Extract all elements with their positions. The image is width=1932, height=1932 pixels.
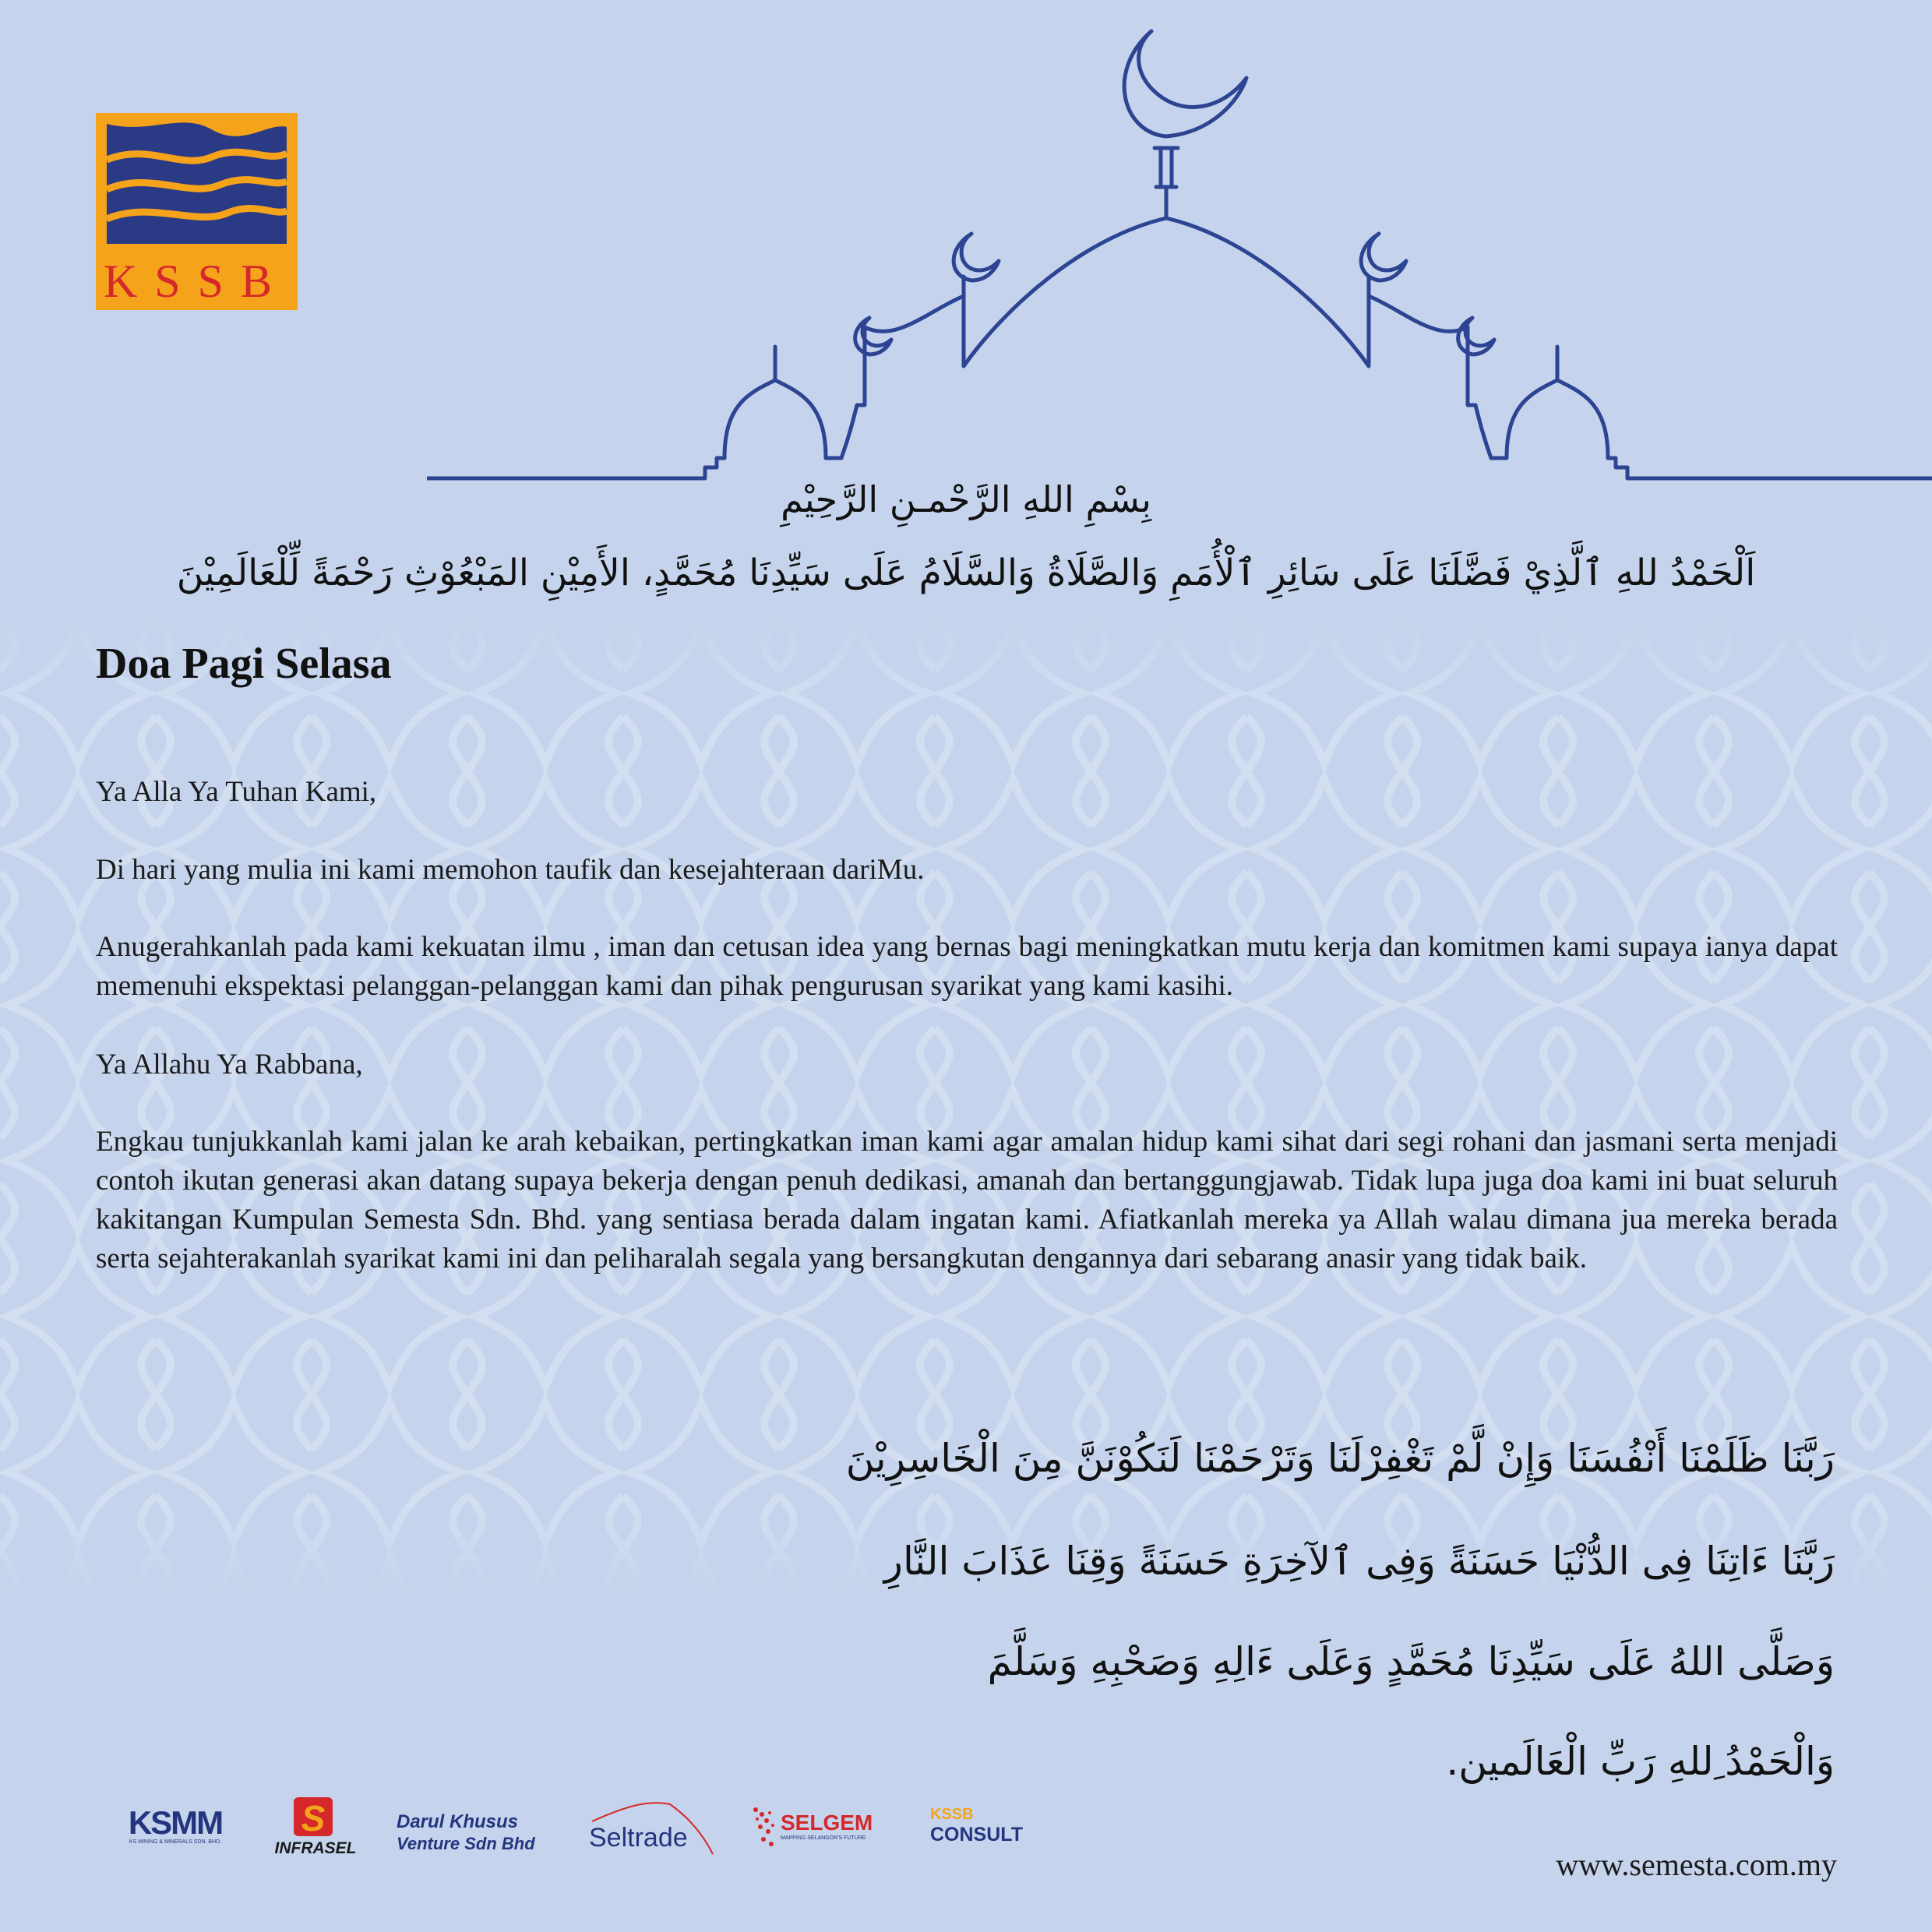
paragraph-salutation-2: Ya Allahu Ya Rabbana, bbox=[96, 1049, 363, 1081]
paragraph-main-prayer: Engkau tunjukkanlah kami jalan ke arah kebaikan, pertingkatkan iman kami agar amalan hidup kami sihat dari segi rohani dan jasmani serta menjadi contoh ikutan generasi akan datang supaya bekerja dengan penuh dedikasi, amanah dan bertanggungjawab. Tidak lupa juga doa kami ini buat seluruh kakitangan Kumpulan Semesta Sdn. Bhd. yang sentiasa berada dalam ingatan kami. Afiatkanlah mereka ya Allah walau dimana jua mereka berada serta sejahterakanlah syarikat kami ini dan peliharalah segala yang bersangkutan dengannya dari sebarang anasir yang tidak baik. bbox=[96, 1126, 1838, 1274]
bismillah-text: بِسْمِ اللهِ الرَّحْمـنِ الرَّحِيْمِ bbox=[781, 478, 1151, 520]
paragraph-intro: Di hari yang mulia ini kami memohon taufik dan kesejahteraan dariMu. bbox=[96, 854, 925, 886]
opening-praise-text: اَلْحَمْدُ للهِ ٱلَّذِيْ فَضَّلَنَا عَلَى سَائِرِ ٱلْأُمَمِ وَالصَّلَاةُ وَالسَّلَامُ عَلَى سَيِّدِنَا مُحَمَّدٍ، الأَمِيْنِ المَبْعُوْثِ رَحْمَةً لِّلْعَالَمِيْنَ bbox=[176, 552, 1756, 594]
closing-doa-line-2: رَبَّنَا ءَاتِنَا فِى الدُّنْيَا حَسَنَةً وَفِى ٱلآخِرَةِ حَسَنَةً وَقِنَا عَذَابَ النَّارِ bbox=[883, 1539, 1835, 1584]
website-url[interactable]: www.semesta.com.my bbox=[1556, 1847, 1837, 1882]
darul-khusus-logo bbox=[393, 1807, 549, 1856]
selgem-logo bbox=[749, 1803, 894, 1850]
seltrade-logo bbox=[584, 1800, 721, 1858]
ksmm-logo bbox=[109, 1806, 242, 1845]
selgem-tagline: MAPPING SELANGOR'S FUTURE bbox=[781, 1835, 866, 1841]
page-title: Doa Pagi Selasa bbox=[96, 640, 392, 688]
seltrade-logo-text: Seltrade bbox=[589, 1823, 688, 1853]
darul-khusus-line1: Darul Khusus bbox=[397, 1811, 519, 1832]
closing-doa-line-3: وَصَلَّى اللهُ عَلَى سَيِّدِنَا مُحَمَّدٍ وَعَلَى ءَالِهِ وَصَحْبِهِ وَسَلَّمَ bbox=[987, 1639, 1835, 1684]
infrasel-logo bbox=[273, 1796, 358, 1858]
kssb-consult-line1: KSSB bbox=[930, 1806, 974, 1823]
paragraph-salutation-1: Ya Alla Ya Tuhan Kami, bbox=[96, 776, 377, 808]
selgem-logo-text: SELGEM bbox=[781, 1810, 873, 1835]
kssb-consult-line2: CONSULT bbox=[930, 1824, 1023, 1846]
ksmm-tagline: KS MINING & MINERALS SDN. BHD. bbox=[129, 1839, 222, 1845]
mosque-illustration bbox=[427, 11, 1932, 486]
infrasel-mark: S bbox=[301, 1798, 326, 1839]
paragraph-request: Anugerahkanlah pada kami kekuatan ilmu , iman dan cetusan idea yang bernas bagi meningkatkan mutu kerja dan komitmen kami supaya ianya dapat memenuhi ekspektasi pelanggan-pelanggan kami dan pihak pengurusan syarikat yang kami kasihi. bbox=[96, 931, 1838, 1002]
kssb-logo bbox=[96, 113, 298, 310]
darul-khusus-line2: Venture Sdn Bhd bbox=[397, 1834, 535, 1853]
kssb-consult-logo bbox=[927, 1803, 1036, 1852]
ksmm-logo-text: KSMM bbox=[128, 1806, 223, 1841]
closing-doa-line-1: رَبَّنَا ظَلَمْنَا أَنْفُسَنَا وَإِنْ لَّمْ تَغْفِرْلَنَا وَتَرْحَمْنَا لَنَكُوْنَنَّ مِنَ الْخَاسِرِيْنَ bbox=[845, 1436, 1835, 1481]
infrasel-logo-text: INFRASEL bbox=[274, 1839, 357, 1857]
logo-text: KSSB bbox=[103, 256, 290, 307]
closing-doa-line-4: وَالْحَمْدُ ِللهِ رَبِّ الْعَالَمين. bbox=[1446, 1739, 1835, 1784]
